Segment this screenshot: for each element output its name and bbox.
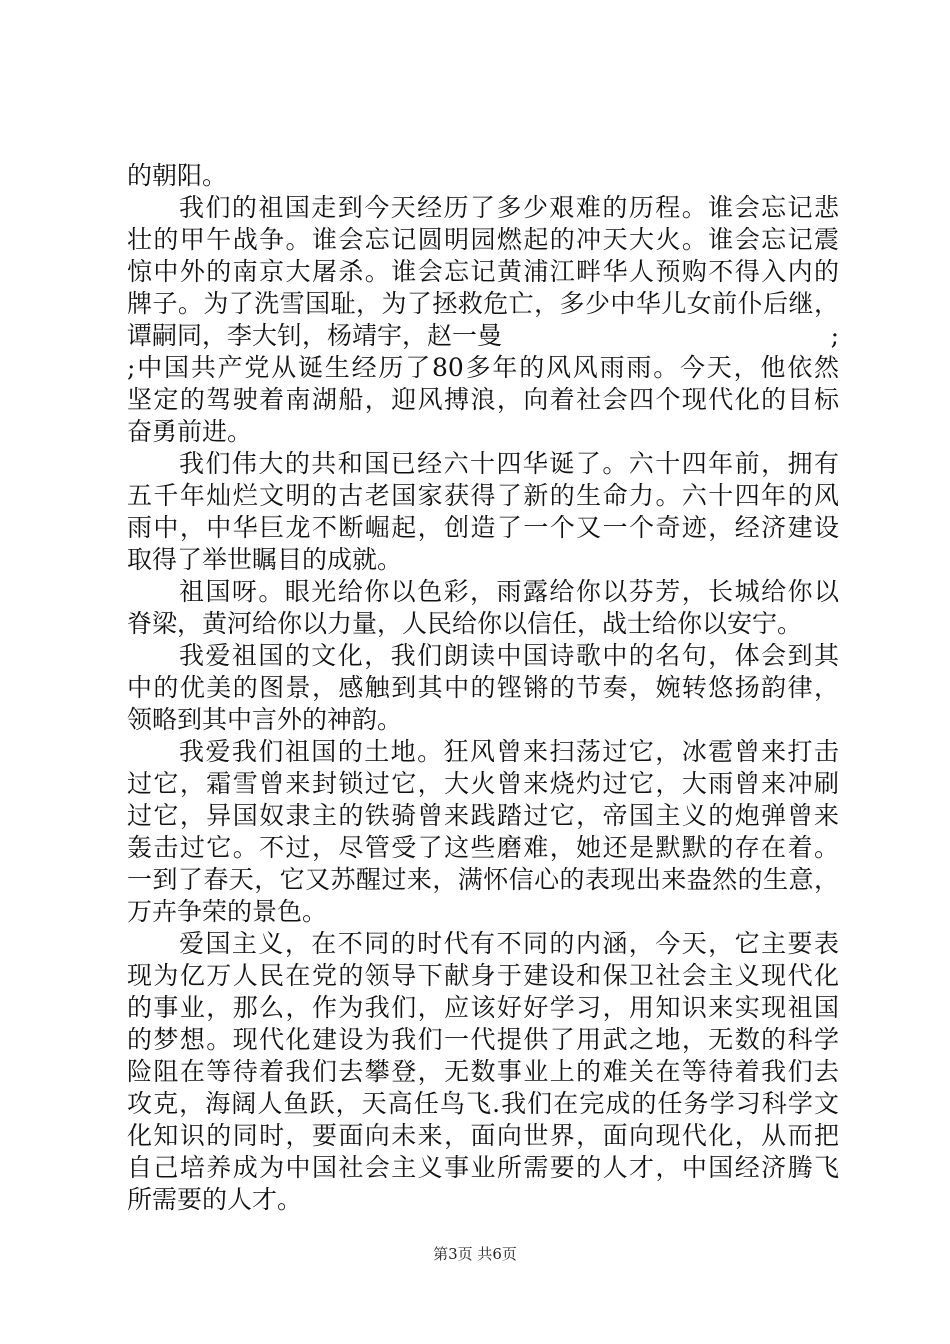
text-line (127, 320, 839, 352)
text-line: 险阻在等待着我们去攀登，无数事业上的难关在等待着我们去 (127, 1057, 839, 1086)
text-line: 过它，异国奴隶主的铁骑曾来践踏过它，帝国主义的炮弹曾来 (127, 801, 839, 830)
text-line: 轰击过它。不过，尽管受了这些磨难，她还是默默的存在着。 (127, 833, 839, 862)
text-line: 我们伟大的共和国已经六十四华诞了。六十四年前，拥有 (179, 449, 839, 478)
paragraph (127, 576, 839, 640)
paragraph (127, 448, 839, 576)
text-line: 攻克，海阔人鱼跃，天高任鸟飞.我们在完成的任务学习科学文 (127, 1089, 839, 1118)
paragraph (127, 640, 839, 736)
text-line: 五千年灿烂文明的古老国家获得了新的生命力。六十四年的风 (127, 481, 839, 510)
text-line: 惊中外的南京大屠杀。谁会忘记黄浦江畔华人预购不得入内的 (127, 257, 839, 286)
text-line: 领略到其中言外的神韵。 (127, 705, 403, 734)
text-segment: 谭嗣同，李大钊，杨靖宇，赵一曼 (127, 321, 503, 350)
text-line: 所需要的人才。 (127, 1185, 303, 1214)
text-line: 一到了春天，它又苏醒过来，满怀信心的表现出来盎然的生意， (127, 865, 839, 894)
text-line: 的事业，那么，作为我们，应该好好学习，用知识来实现祖国 (127, 993, 839, 1022)
page-number-footer: 第3页 共6页 (433, 1245, 517, 1263)
text-line: 我爱祖国的文化，我们朗读中国诗歌中的名句，体会到其 (179, 641, 839, 670)
paragraph (127, 192, 839, 448)
text-line: ;中国共产党从诞生经历了80多年的风风雨雨。今天，他依然 (127, 353, 839, 382)
paragraph (127, 736, 839, 928)
text-line: 万卉争荣的景色。 (127, 897, 328, 926)
text-line: 化知识的同时，要面向未来，面向世界，面向现代化，从而把 (127, 1121, 839, 1150)
text-line: 爱国主义，在不同的时代有不同的内涵，今天，它主要表 (179, 929, 839, 958)
text-line: 祖国呀。眼光给你以色彩，雨露给你以芬芳，长城给你以 (179, 577, 839, 606)
document-body (127, 160, 839, 1216)
text-line: 我爱我们祖国的土地。狂风曾来扫荡过它，冰雹曾来打击 (179, 737, 839, 766)
text-segment: ; (830, 321, 839, 350)
text-line: 的梦想。现代化建设为我们一代提供了用武之地，无数的科学 (127, 1025, 839, 1054)
paragraph (127, 160, 839, 192)
text-line: 坚定的驾驶着南湖船，迎风搏浪，向着社会四个现代化的目标 (127, 385, 839, 414)
text-line: 中的优美的图景，感触到其中的铿锵的节奏，婉转悠扬韵律， (127, 673, 839, 702)
text-line: 的朝阳。 (127, 161, 228, 190)
text-line: 奋勇前进。 (127, 417, 253, 446)
paragraph (127, 928, 839, 1216)
text-line: 现为亿万人民在党的领导下献身于建设和保卫社会主义现代化 (127, 961, 839, 990)
text-line: 雨中，中华巨龙不断崛起，创造了一个又一个奇迹，经济建设 (127, 513, 839, 542)
text-line: 脊梁，黄河给你以力量，人民给你以信任，战士给你以安宁。 (127, 609, 803, 638)
text-line: 自己培养成为中国社会主义事业所需要的人才，中国经济腾飞 (127, 1153, 839, 1182)
text-line: 牌子。为了洗雪国耻，为了拯救危亡，多少中华儿女前仆后继， (127, 289, 839, 318)
text-line: 过它，霜雪曾来封锁过它，大火曾来烧灼过它，大雨曾来冲刷 (127, 769, 839, 798)
text-line: 我们的祖国走到今天经历了多少艰难的历程。谁会忘记悲 (179, 193, 839, 222)
text-line: 壮的甲午战争。谁会忘记圆明园燃起的冲天大火。谁会忘记震 (127, 225, 839, 254)
text-line: 取得了举世瞩目的成就。 (127, 545, 403, 574)
